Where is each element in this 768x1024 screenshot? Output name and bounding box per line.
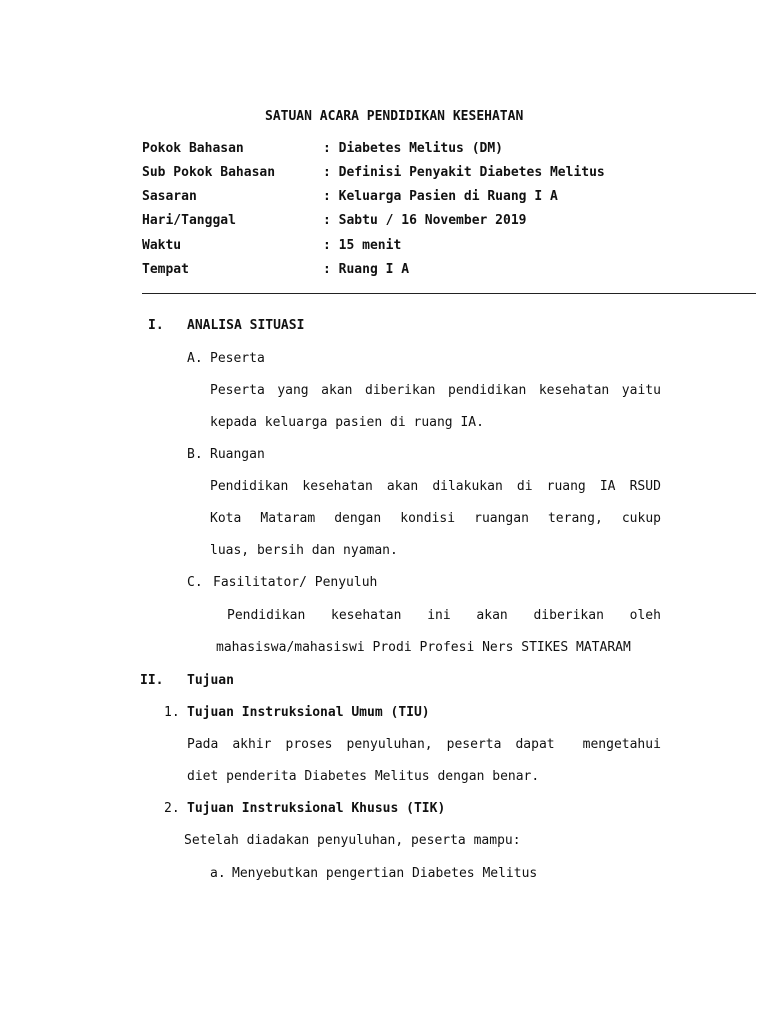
subsection-a-line-2: kepada keluarga pasien di ruang IA. xyxy=(210,415,484,430)
info-value-sasaran: : Keluarga Pasien di Ruang I A xyxy=(323,189,558,204)
subsection-b-line-2 xyxy=(210,511,661,527)
word: RSUD xyxy=(629,479,661,494)
item-1-marker: 1. xyxy=(164,705,180,720)
word: akhir xyxy=(232,737,272,752)
info-value-pokok-bahasan: : Diabetes Melitus (DM) xyxy=(323,141,504,156)
word: kesehatan xyxy=(302,479,373,494)
item-1-line-2: diet penderita Diabetes Melitus dengan benar. xyxy=(187,769,540,784)
word: ruangan xyxy=(474,511,529,526)
word: Mataram xyxy=(260,511,316,526)
word: pendidikan xyxy=(448,383,527,398)
info-label-hari-tanggal: Hari/Tanggal xyxy=(142,213,236,228)
word: dapat xyxy=(515,737,555,752)
word: yaitu xyxy=(621,383,661,398)
info-label-tempat: Tempat xyxy=(142,262,189,277)
info-value-waktu: : 15 menit xyxy=(323,238,402,253)
word: peserta xyxy=(446,737,502,752)
word: akan xyxy=(386,479,419,494)
subsection-b-heading: Ruangan xyxy=(210,447,265,462)
word: mengetahui xyxy=(582,737,661,752)
info-label-waktu: Waktu xyxy=(142,238,182,253)
section-1-title: ANALISA SITUASI xyxy=(187,318,305,333)
word: kesehatan xyxy=(538,383,610,398)
item-2-intro: Setelah diadakan penyuluhan, peserta mampu: xyxy=(184,833,521,848)
word: ini xyxy=(427,608,451,623)
item-1-heading: Tujuan Instruksional Umum (TIU) xyxy=(187,705,430,720)
word: kondisi xyxy=(400,511,456,526)
word: akan xyxy=(321,383,353,398)
word: Pendidikan xyxy=(210,479,289,494)
word: Peserta xyxy=(210,383,265,398)
word: diberikan xyxy=(533,608,604,623)
word: Kota xyxy=(210,511,242,526)
subsection-b-line-3: luas, bersih dan nyaman. xyxy=(210,543,398,558)
word: ruang xyxy=(546,479,586,494)
word: IA xyxy=(599,479,616,494)
document-title: SATUAN ACARA PENDIDIKAN KESEHATAN xyxy=(265,109,524,124)
subsection-a-heading: Peserta xyxy=(210,351,265,366)
info-value-sub-pokok-bahasan: : Definisi Penyakit Diabetes Melitus xyxy=(323,165,605,180)
info-label-sasaran: Sasaran xyxy=(142,189,197,204)
subsection-a-marker: A. xyxy=(187,351,203,366)
word: diberikan xyxy=(365,383,436,398)
subsection-b-marker: B. xyxy=(187,447,203,462)
subsection-c-heading: Fasilitator/ Penyuluh xyxy=(213,575,378,590)
word: di xyxy=(516,479,533,494)
subsection-c-marker: C. xyxy=(187,575,203,590)
item-2-heading: Tujuan Instruksional Khusus (TIK) xyxy=(187,801,446,816)
word: oleh xyxy=(629,608,661,623)
item-2-sub-a-text: Menyebutkan pengertian Diabetes Melitus xyxy=(232,866,538,881)
subsection-c-line-1 xyxy=(227,608,661,624)
item-1-line-1 xyxy=(187,737,661,753)
word: dengan xyxy=(334,511,382,526)
info-label-sub-pokok-bahasan: Sub Pokok Bahasan xyxy=(142,165,276,180)
section-2-title: Tujuan xyxy=(187,673,234,688)
word: dilakukan xyxy=(432,479,503,494)
item-2-sub-a-marker: a. xyxy=(210,866,226,881)
info-value-hari-tanggal: : Sabtu / 16 November 2019 xyxy=(323,213,527,228)
word: Pendidikan xyxy=(227,608,306,623)
subsection-a-line-1 xyxy=(210,383,661,399)
info-label-pokok-bahasan: Pokok Bahasan xyxy=(142,141,244,156)
word: akan xyxy=(476,608,508,623)
word: proses xyxy=(285,737,333,752)
word: yang xyxy=(277,383,309,398)
item-2-marker: 2. xyxy=(164,801,180,816)
word: Pada xyxy=(187,737,219,752)
word: cukup xyxy=(621,511,661,526)
section-1-number: I. xyxy=(148,318,164,333)
subsection-b-line-1 xyxy=(210,479,661,495)
header-divider xyxy=(142,293,756,294)
word: penyuluhan, xyxy=(346,737,433,752)
subsection-c-line-2: mahasiswa/mahasiswi Prodi Profesi Ners STIKES MATARAM xyxy=(216,640,631,655)
info-value-tempat: : Ruang I A xyxy=(323,262,410,277)
section-2-number: II. xyxy=(140,673,164,688)
word: kesehatan xyxy=(331,608,402,623)
word: terang, xyxy=(547,511,603,526)
